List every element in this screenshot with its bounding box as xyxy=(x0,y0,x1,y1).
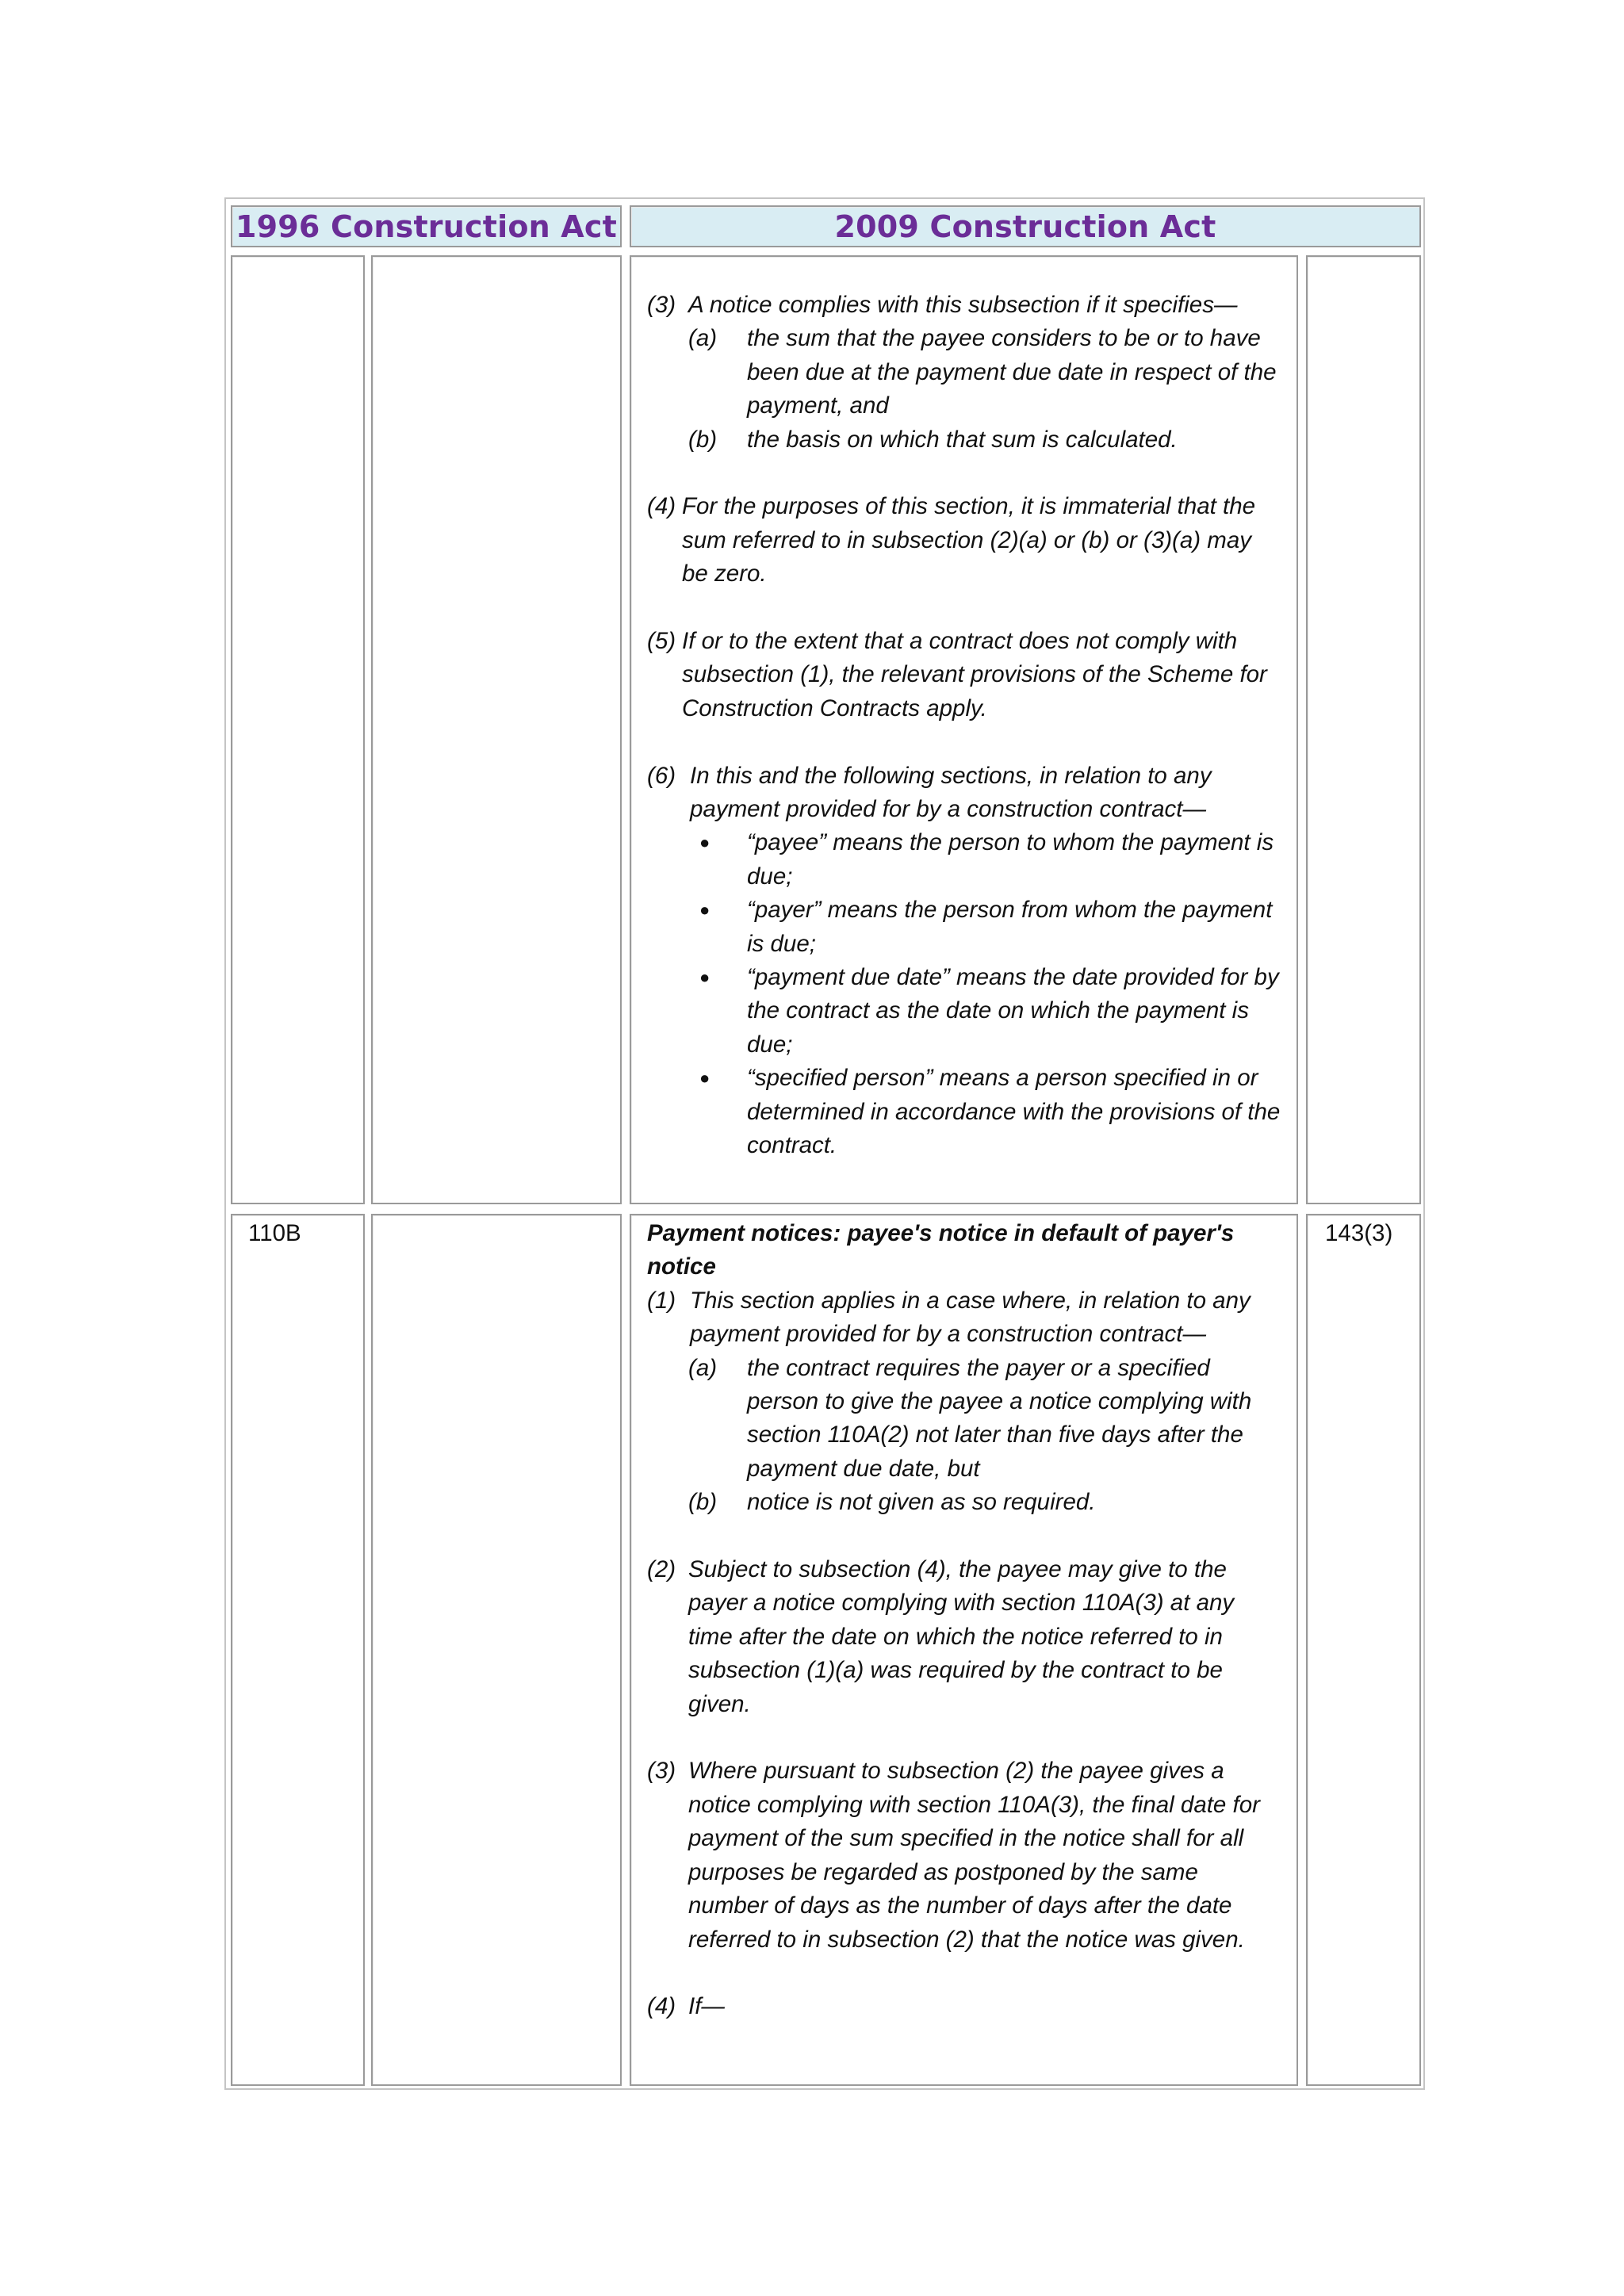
row1-subsection-4 xyxy=(647,490,1281,591)
header-1996-act xyxy=(231,205,622,247)
section-title: Payment notices: payee's notice in default of payer's notice xyxy=(647,1220,1235,1280)
definition-text: “payer” means the person from whom the payment is due; xyxy=(747,897,1273,957)
subsection-number: (4) xyxy=(647,493,676,520)
definition-text: “specified person” means a person specified in or determined in accordance with the provisions of the contract. xyxy=(747,1065,1281,1159)
row1-subsection-3-a xyxy=(647,322,1281,423)
paragraph-label: (b) xyxy=(688,1489,718,1516)
row1-subsection-6 xyxy=(647,760,1281,827)
subsection-text: If or to the extent that a contract does not comply with subsection (1), the relevant provisions of the Scheme for Construction Contracts apply. xyxy=(682,628,1267,721)
row2-subsection-1-a xyxy=(647,1352,1281,1487)
row1-col1-cell xyxy=(231,255,365,1204)
definition-text: “payment due date” means the date provided for by the contract as the date on which the payment is due; xyxy=(747,964,1279,1058)
row1-subsection-5 xyxy=(647,625,1281,725)
paragraph-label: (b) xyxy=(688,426,718,453)
row1-subsection-3-b xyxy=(647,423,1281,457)
paragraph-label: (a) xyxy=(688,1354,718,1381)
row2-col2-cell xyxy=(371,1214,622,2086)
subsection-text: Subject to subsection (4), the payee may give to the payer a notice complying with section 110A(3) at any time after the date on which the notice referred to in subsection (1)(a) was required by the contract to be given. xyxy=(688,1556,1235,1717)
comparison-table xyxy=(224,197,1425,2090)
row2-col1-cell xyxy=(231,1214,365,2086)
definition-bullet xyxy=(647,894,1281,961)
paragraph-label: (a) xyxy=(688,325,718,352)
row1-col4-cell xyxy=(1306,255,1421,1204)
bullet-icon: ● xyxy=(699,967,710,988)
subsection-text: Where pursuant to subsection (2) the payee gives a notice complying with section 110A(3), the final date for payment of the sum specified in the notice shall for all purposes be regarded as postponed by the same number of days as the number of days after the date referred to in subsection (2) that the notice was given. xyxy=(688,1758,1260,1953)
bullet-icon: ● xyxy=(699,1068,710,1089)
row2-subsection-3 xyxy=(647,1755,1281,1956)
subsection-number: (3) xyxy=(647,292,676,318)
paragraph-text: the basis on which that sum is calculated. xyxy=(747,426,1178,453)
subsection-text: This section applies in a case where, in relation to any payment provided for by a construction contract— xyxy=(690,1287,1251,1348)
definition-bullet xyxy=(647,1062,1281,1162)
row2-subsection-4 xyxy=(647,1990,1281,2023)
subsection-number: (4) xyxy=(647,1993,676,2020)
row2-text-cell xyxy=(630,1214,1298,2086)
bullet-icon: ● xyxy=(699,832,710,853)
section-1996-reference: 110B xyxy=(248,1220,301,1246)
subsection-text: If— xyxy=(688,1993,725,2020)
definition-text: “payee” means the person to whom the payment is due; xyxy=(747,829,1274,890)
header-2009-act xyxy=(630,205,1421,247)
subsection-number: (6) xyxy=(647,762,676,789)
subsection-text: For the purposes of this section, it is immaterial that the sum referred to in subsection (2)(a) or (b) or (3)(a) may be zero. xyxy=(682,493,1256,587)
subsection-text: In this and the following sections, in relation to any payment provided for by a construction contract— xyxy=(690,762,1212,823)
bullet-icon: ● xyxy=(699,900,710,920)
row2-subsection-2 xyxy=(647,1553,1281,1721)
subsection-number: (3) xyxy=(647,1758,676,1785)
row1-subsection-3 xyxy=(647,289,1281,322)
subsection-text: A notice complies with this subsection if it specifies— xyxy=(688,292,1238,318)
subsection-number: (2) xyxy=(647,1556,676,1583)
row2-col4-cell xyxy=(1306,1214,1421,2086)
header-2009-label: 2009 Construction Act xyxy=(834,209,1216,244)
definition-bullet xyxy=(647,961,1281,1062)
row1-col2-cell xyxy=(371,255,622,1204)
row2-subsection-1-b xyxy=(647,1486,1281,1519)
definition-bullet xyxy=(647,826,1281,894)
subsection-number: (5) xyxy=(647,628,676,655)
row1-text-cell xyxy=(630,255,1298,1204)
paragraph-text: notice is not given as so required. xyxy=(747,1489,1096,1516)
section-2009-reference: 143(3) xyxy=(1325,1220,1393,1246)
header-1996-label: 1996 Construction Act xyxy=(235,209,618,244)
subsection-number: (1) xyxy=(647,1287,676,1314)
row2-subsection-1 xyxy=(647,1284,1281,1352)
paragraph-text: the sum that the payee considers to be or to have been due at the payment due date in respect of the payment, and xyxy=(747,325,1277,419)
paragraph-text: the contract requires the payer or a specified person to give the payee a notice complying with section 110A(2) not later than five days after the payment due date, but xyxy=(747,1354,1252,1482)
